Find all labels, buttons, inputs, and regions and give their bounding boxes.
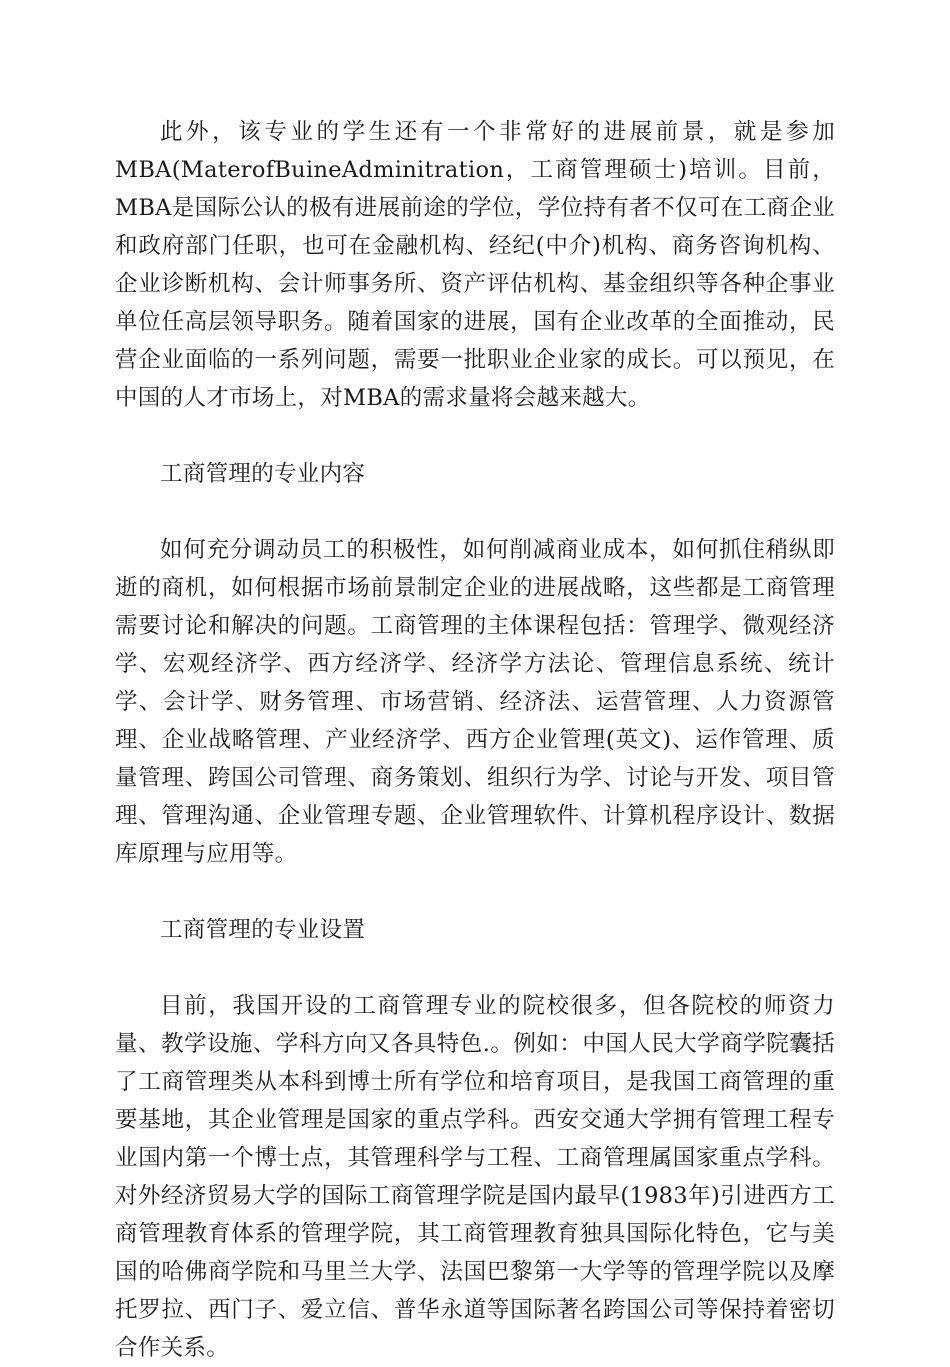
paragraph-program-setup: 目前，我国开设的工商管理专业的院校很多，但各院校的师资力量、教学设施、学科方向又各具特色.。例如：中国人民大学商学院囊括了工商管理类从本科到博士所有学位和培育项目，是我国工商管理的重要基地，其企业管理是国家的重点学科。西安交通大学拥有管理工程专业国内第一个博士点，其管理科学与工程、工商管理属国家重点学科。对外经济贸易大学的国际工商管理学院是国内最早(1983年)引进西方工商管理教育体系的管理学院，其工商管理教育独具国际化特色，它与美国的哈佛商学院和马里兰大学、法国巴黎第一大学等的管理学院以及摩托罗拉、西门子、爱立信、普华永道等国际著名跨国公司等保持着密切合作关系。 bbox=[115, 993, 835, 1361]
paragraph-mba-prospects: 此外，该专业的学生还有一个非常好的进展前景，就是参加MBA(MaterofBuineAdminitration，工商管理硕士)培训。目前，MBA是国际公认的极有进展前途的学位，学位持有者不仅可在工商企业和政府部门任职，也可在金融机构、经纪(中介)机构、商务咨询机构、企业诊断机构、会计师事务所、资产评估机构、基金组织等各种企事业单位任高层领导职务。随着国家的进展，国有企业改革的全面推动，民营企业面临的一系列问题，需要一批职业企业家的成长。可以预见，在中国的人才市场上，对MBA的需求量将会越来越大。 bbox=[115, 119, 835, 411]
document-page bbox=[115, 113, 835, 1367]
section-heading-setup: 工商管理的专业设置 bbox=[160, 917, 366, 943]
paragraph-gap bbox=[115, 493, 835, 531]
paragraph-gap bbox=[115, 949, 835, 987]
section-heading-content: 工商管理的专业内容 bbox=[160, 461, 366, 487]
paragraph-course-content: 如何充分调动员工的积极性，如何削减商业成本，如何抓住稍纵即逝的商机，如何根据市场前景制定企业的进展战略，这些都是工商管理需要讨论和解决的问题。工商管理的主体课程包括：管理学、微观经济学、宏观经济学、西方经济学、经济学方法论、管理信息系统、统计学、会计学、财务管理、市场营销、经济法、运营管理、人力资源管理、企业战略管理、产业经济学、西方企业管理(英文)、运作管理、质量管理、跨国公司管理、商务策划、组织行为学、讨论与开发、项目管理、管理沟通、企业管理专题、企业管理软件、计算机程序设计、数据库原理与应用等。 bbox=[115, 537, 835, 867]
paragraph-gap bbox=[115, 873, 835, 911]
paragraph-gap bbox=[115, 417, 835, 455]
